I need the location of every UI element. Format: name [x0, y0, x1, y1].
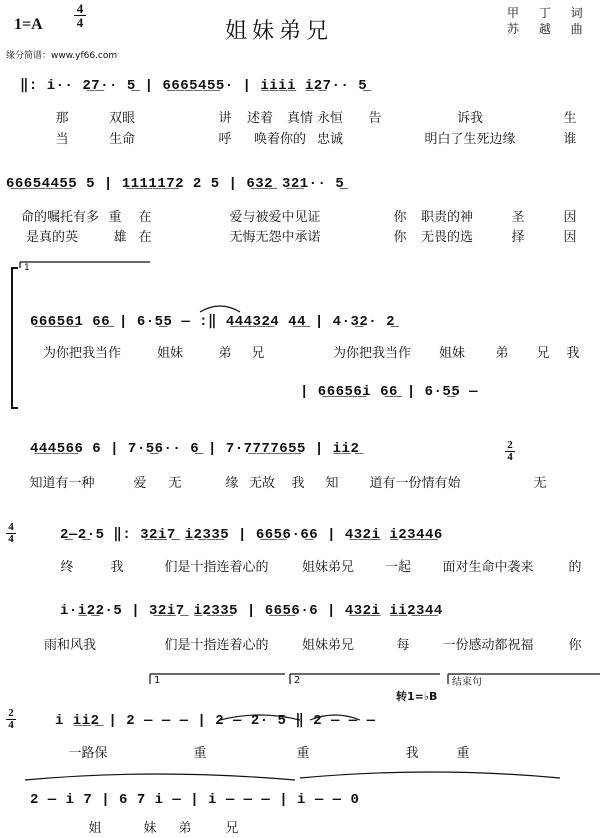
time-signature: 4 4 [74, 2, 86, 29]
time-change-2-4-b: 2 4 [6, 708, 16, 731]
notation-row-7: i i̲i̲2̲ | 2 — — — | 2 — 2· 5 ‖ 2 — — — [55, 713, 376, 729]
notation-row-8: 2 — i 7 | 6 7 i — | i — — — | i — — 0 [30, 792, 360, 808]
lyrics-row-2a: 命的嘱托有多 重 在 爱与被爱中见证 你 职责的神 圣 因 [20, 210, 577, 225]
volta-first: 1 [154, 675, 161, 686]
notation-row-2: 6̲6̲6̲5̲4̲4̲5̲5 5 | 1̲1̲1̲1̲1̲7̲2 2 5 | 6̲3̲2̲ 3̲2̲1·· 5̲ [6, 176, 345, 192]
lyrics-row-1b: 当 生命 呼 唤着你的 忠诚 明白了生死边缘 谁 [55, 132, 577, 147]
notation-row-4: 4̲4̲4̲5̲6̲6 6 | 7·5̲6·· 6̲ | 7·7̲7̲7̲7̲6̲5̲5 | i̲i̲2̲ [30, 441, 360, 457]
lyrics-row-2b: 是真的英 雄 在 无悔无怨中承诺 你 无畏的选 择 因 [25, 230, 577, 245]
modulation-mark: 转1=♭B [396, 690, 438, 703]
notation-row-3-alt: | 6̲6̲6̲5̲6̲i 6̲6̲ | 6·5̲5 — [300, 384, 479, 400]
repeat-ending-mark: 1 [24, 263, 30, 273]
notation-row-5: 2̲—2̲·5 ‖: 3̲2̲i̲7̲ i̲2̲3̲3̲5 | 6̲6̲5̲6·6̲6 | 4̲3̲2̲i̲ i̲2̲3̲4̲4̲6 [60, 527, 443, 543]
lyrics-row-7: 一路保 重 重 我 重 [68, 746, 470, 761]
lyrics-row-3: 为你把我当作 姐妹 弟 兄 为你把我当作 姐妹 弟 兄 我 [42, 346, 580, 361]
notation-row-6: i·i̲2̲2·5 | 3̲2̲i̲7̲ i̲2̲3̲3̲5 | 6̲6̲5̲6·6 | 4̲3̲2̲i̲ i̲i̲2̲3̲4̲4 [60, 603, 443, 619]
lyrics-row-6: 雨和风我 们是十指连着心 的 姐妹弟兄 每 一份感动都祝福 你 [43, 638, 582, 653]
composer-credit: 苏 越 曲 [507, 22, 591, 36]
key-signature: 1=A [14, 16, 43, 33]
time-change-2-4: 2 4 [505, 440, 515, 463]
lyrics-row-5: 终 我 们是十指连着心 的 姐妹弟兄 一起 面对生命中袭来 的 [60, 560, 582, 575]
time-change-4-4: 4 4 [6, 522, 16, 545]
source-website: 缘分简谱：www.yf66.com [6, 51, 118, 61]
song-title: 姐妹弟兄 [225, 19, 334, 44]
notation-row-1: ‖: i·· 2̲7̲·· 5̲ | 6̲6̲6̲5̲4̲5̲5· | i̲i̲i̲i̲ i̲2̲7·· 5̲ [20, 78, 368, 94]
lyrics-row-4: 知道有一种 爱 无 缘 无故 我 知 道有一份情有始 无 [29, 476, 547, 491]
lyrics-row-8: 姐 妹 弟 兄 [88, 821, 239, 836]
ending-label: 结束句 [452, 677, 482, 688]
lyricist-credit: 甲 丁 词 [507, 6, 591, 20]
notation-row-3: 6̲6̲6̲5̲6̲1 6̲6̲ | 6·5̲5 — :‖ 4̲4̲4̲3̲2̲4 4̲4̲ | 4·3̲2· 2̲ [30, 314, 395, 330]
lyrics-row-1a: 那 双眼 讲 述着 真情 永恒 告 诉我 生 [55, 111, 577, 126]
volta-second: 2 [294, 675, 301, 686]
